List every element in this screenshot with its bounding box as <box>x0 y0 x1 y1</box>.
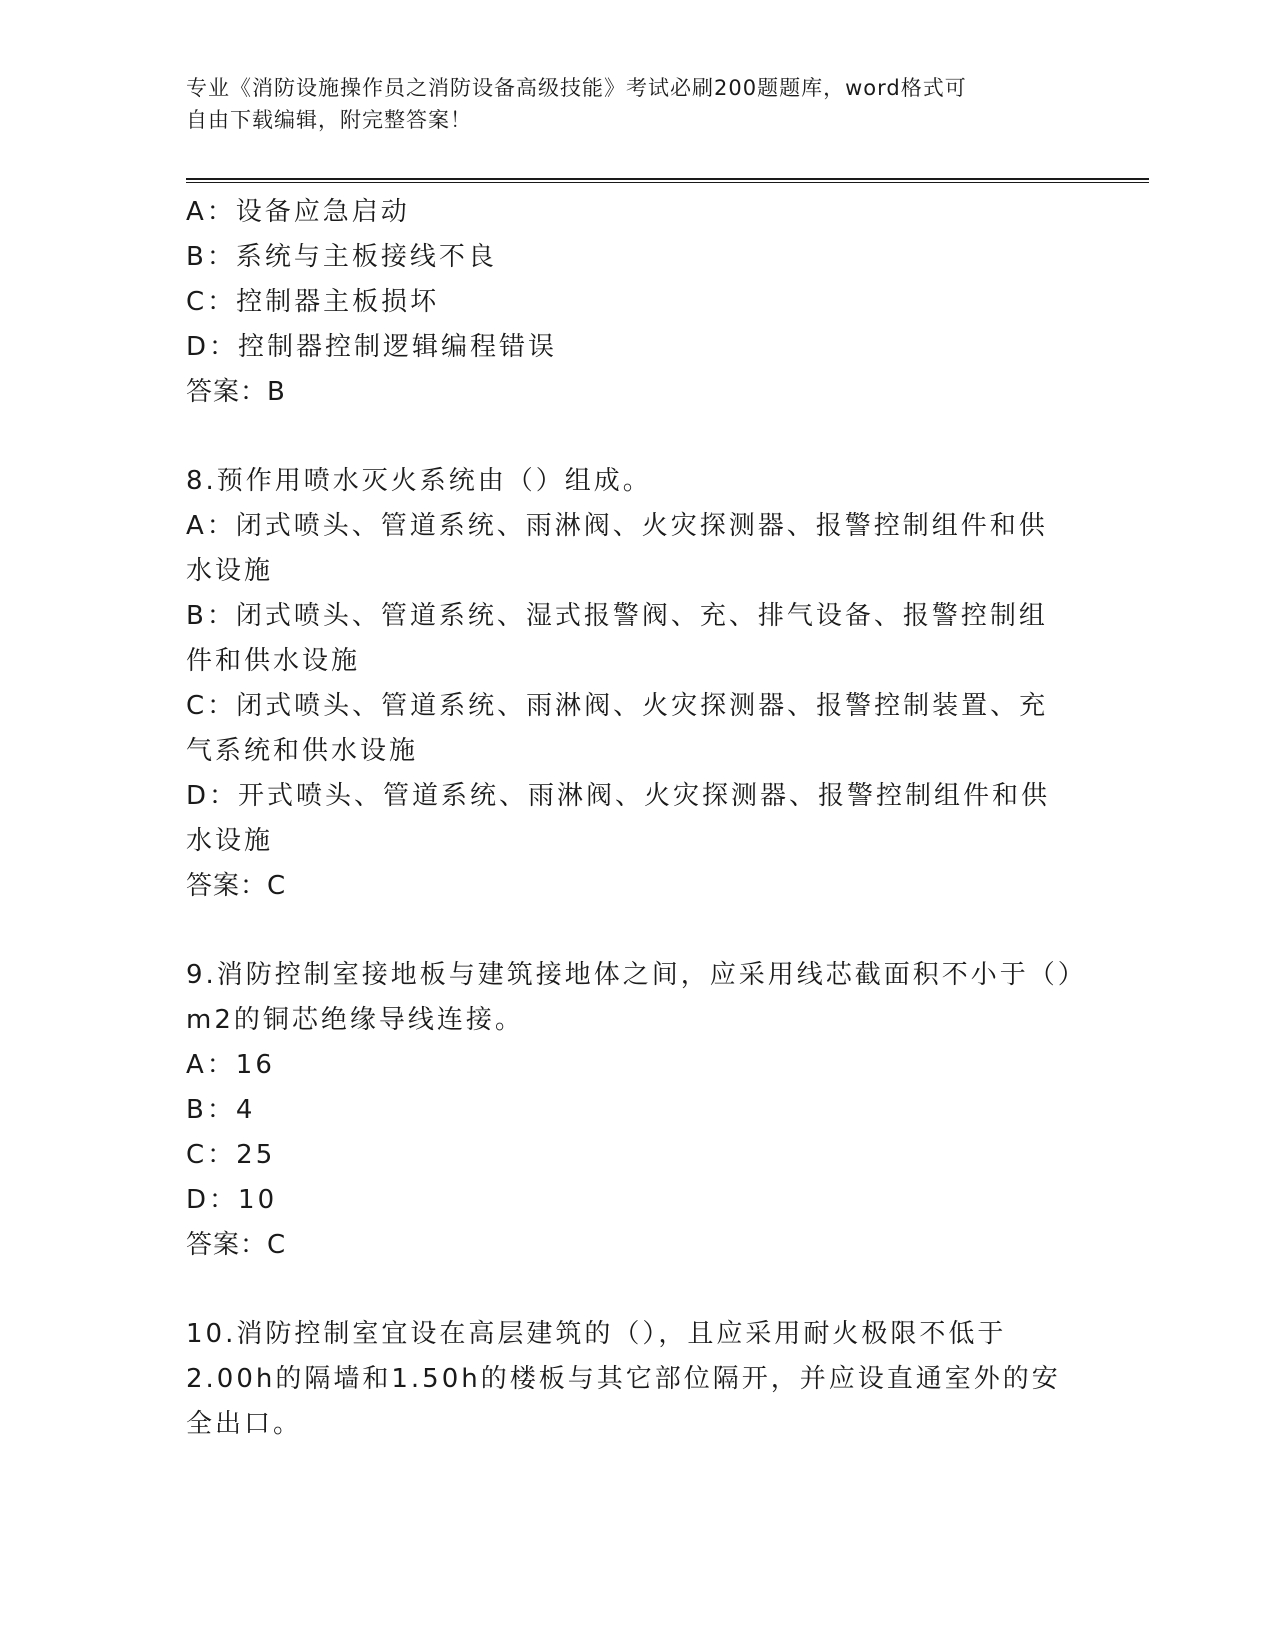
header-divider <box>186 178 1149 183</box>
document-header: 专业《消防设施操作员之消防设备高级技能》考试必刷200题题库，word格式可 自由下载编辑，附完整答案！ <box>186 76 967 132</box>
option-d: D：10 <box>186 1185 278 1215</box>
question-8-block <box>186 459 1076 909</box>
option-d: D：开式喷头、管道系统、雨淋阀、火灾探测器、报警控制组件和供水设施 <box>186 781 1051 856</box>
option-a: A：闭式喷头、管道系统、雨淋阀、火灾探测器、报警控制组件和供水设施 <box>186 511 1048 586</box>
option-a: A：设备应急启动 <box>186 197 410 227</box>
option-c: C：闭式喷头、管道系统、雨淋阀、火灾探测器、报警控制装置、充气系统和供水设施 <box>186 691 1049 766</box>
option-c: C：25 <box>186 1140 276 1170</box>
option-b: B：系统与主板接线不良 <box>186 242 497 272</box>
answer-line: 答案：C <box>186 871 287 901</box>
answer-line: 答案：C <box>186 1230 287 1260</box>
question-stem: 10.消防控制室宜设在高层建筑的（），且应采用耐火极限不低于2.00h的隔墙和1.50h的楼板与其它部位隔开，并应设直通室外的安全出口。 <box>186 1319 1061 1439</box>
question-stem: 9.消防控制室接地板与建筑接地体之间，应采用线芯截面积不小于（）m2的铜芯绝缘导线连接。 <box>186 960 1074 1035</box>
option-b: B：闭式喷头、管道系统、湿式报警阀、充、排气设备、报警控制组件和供水设施 <box>186 601 1048 676</box>
document-body <box>186 190 1076 1447</box>
answer-line: 答案：B <box>186 377 286 407</box>
option-c: C：控制器主板损坏 <box>186 287 440 317</box>
question-10-block <box>186 1312 1076 1447</box>
option-a: A：16 <box>186 1050 275 1080</box>
question-9-block <box>186 953 1076 1268</box>
question-7-block <box>186 190 1076 415</box>
option-d: D：控制器控制逻辑编程错误 <box>186 332 558 362</box>
option-b: B：4 <box>186 1095 256 1125</box>
question-stem: 8.预作用喷水灭火系统由（）组成。 <box>186 466 652 496</box>
